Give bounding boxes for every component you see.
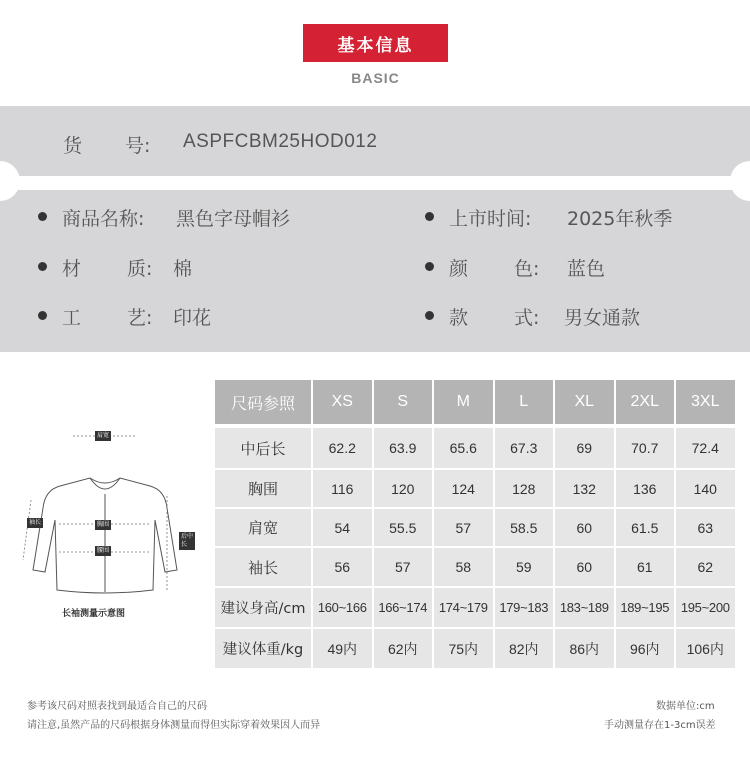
table-cell: 136 (616, 470, 675, 507)
table-cell: 82内 (495, 629, 554, 668)
size-column-header: 2XL (616, 380, 675, 424)
info-value: 男女通款 (564, 307, 641, 329)
info-value: 印花 (173, 307, 212, 329)
table-cell: 65.6 (434, 428, 493, 468)
size-column-header: M (434, 380, 493, 424)
table-cell: 72.4 (676, 428, 735, 468)
info-value: 棉 (173, 258, 193, 280)
section-subtitle: BASIC (351, 70, 400, 86)
footer-note-2: 请注意,虽然产品的尺码根据身体测量而得但实际穿着效果因人而异 (27, 720, 321, 731)
table-cell: 160~166 (313, 588, 372, 627)
footer-unit: 数据单位:cm (656, 701, 715, 712)
table-cell: 61 (616, 548, 675, 586)
diagram-caption: 长袖测量示意图 (62, 609, 126, 619)
table-row-header: 肩宽 (215, 509, 311, 546)
table-cell: 106内 (676, 629, 735, 668)
footer-note-1: 参考该尺码对照表找到最适合自己的尺码 (27, 701, 207, 712)
table-row-header: 建议身高/cm (215, 588, 311, 627)
info-label-char: 颜 (449, 258, 469, 280)
footer-error-note: 手动测量存在1-3cm误差 (604, 720, 716, 731)
info-label: 上市时间: (449, 208, 532, 230)
info-label-char: 工 (62, 307, 82, 329)
info-label-char: 款 (449, 307, 469, 329)
table-cell: 174~179 (434, 588, 493, 627)
info-value: 黑色字母帽衫 (176, 208, 291, 230)
table-cell: 62.2 (313, 428, 372, 468)
table-cell: 96内 (616, 629, 675, 668)
table-cell: 60 (555, 509, 614, 546)
table-cell: 183~189 (555, 588, 614, 627)
table-cell: 56 (313, 548, 372, 586)
table-cell: 140 (676, 470, 735, 507)
table-cell: 59 (495, 548, 554, 586)
bullet-icon (425, 262, 434, 271)
table-cell: 58.5 (495, 509, 554, 546)
table-cell: 189~195 (616, 588, 675, 627)
info-value: 蓝色 (567, 258, 606, 280)
diagram-label-length: 后中长 (181, 533, 194, 548)
sku-label-char: 号: (125, 135, 151, 157)
table-cell: 49内 (313, 629, 372, 668)
info-value: 2025年秋季 (567, 208, 673, 230)
table-cell: 116 (313, 470, 372, 507)
size-column-header: XL (555, 380, 614, 424)
size-column-header: L (495, 380, 554, 424)
table-cell: 166~174 (374, 588, 433, 627)
table-row-header: 中后长 (215, 428, 311, 468)
table-cell: 128 (495, 470, 554, 507)
table-cell: 69 (555, 428, 614, 468)
table-cell: 124 (434, 470, 493, 507)
sku-label-char: 货 (63, 135, 83, 157)
garment-measurement-diagram (15, 420, 195, 620)
table-cell: 195~200 (676, 588, 735, 627)
table-row-header: 建议体重/kg (215, 629, 311, 668)
table-cell: 58 (434, 548, 493, 586)
table-cell: 63 (676, 509, 735, 546)
size-column-header: S (374, 380, 433, 424)
table-cell: 120 (374, 470, 433, 507)
diagram-label-chest: 胸围 (97, 521, 110, 528)
info-label: 商品名称: (62, 208, 145, 230)
table-row-header: 胸围 (215, 470, 311, 507)
sku-value: ASPFCBM25HOD012 (183, 131, 378, 152)
table-cell: 60 (555, 548, 614, 586)
bullet-icon (425, 311, 434, 320)
info-label-char: 材 (62, 258, 82, 280)
table-cell: 61.5 (616, 509, 675, 546)
table-cell: 57 (374, 548, 433, 586)
table-cell: 63.9 (374, 428, 433, 468)
info-label-char: 艺: (127, 307, 153, 329)
table-cell: 55.5 (374, 509, 433, 546)
size-column-header: XS (313, 380, 372, 424)
bullet-icon (38, 212, 47, 221)
info-label-char: 质: (127, 258, 153, 280)
table-cell: 57 (434, 509, 493, 546)
table-cell: 70.7 (616, 428, 675, 468)
diagram-label-sleeve: 袖长 (29, 519, 42, 526)
table-cell: 75内 (434, 629, 493, 668)
size-column-header: 3XL (676, 380, 735, 424)
bullet-icon (38, 262, 47, 271)
info-label-char: 式: (514, 307, 540, 329)
table-cell: 86内 (555, 629, 614, 668)
section-title-badge: 基本信息 (303, 24, 448, 62)
table-cell: 67.3 (495, 428, 554, 468)
table-cell: 62 (676, 548, 735, 586)
bullet-icon (425, 212, 434, 221)
table-cell: 54 (313, 509, 372, 546)
info-label-char: 色: (514, 258, 540, 280)
diagram-label-hem: 腰围 (97, 547, 110, 554)
table-row-header: 袖长 (215, 548, 311, 586)
bullet-icon (38, 311, 47, 320)
table-corner-header: 尺码参照 (215, 380, 311, 424)
table-cell: 62内 (374, 629, 433, 668)
table-cell: 132 (555, 470, 614, 507)
diagram-label-shoulder: 肩宽 (97, 432, 110, 439)
table-cell: 179~183 (495, 588, 554, 627)
